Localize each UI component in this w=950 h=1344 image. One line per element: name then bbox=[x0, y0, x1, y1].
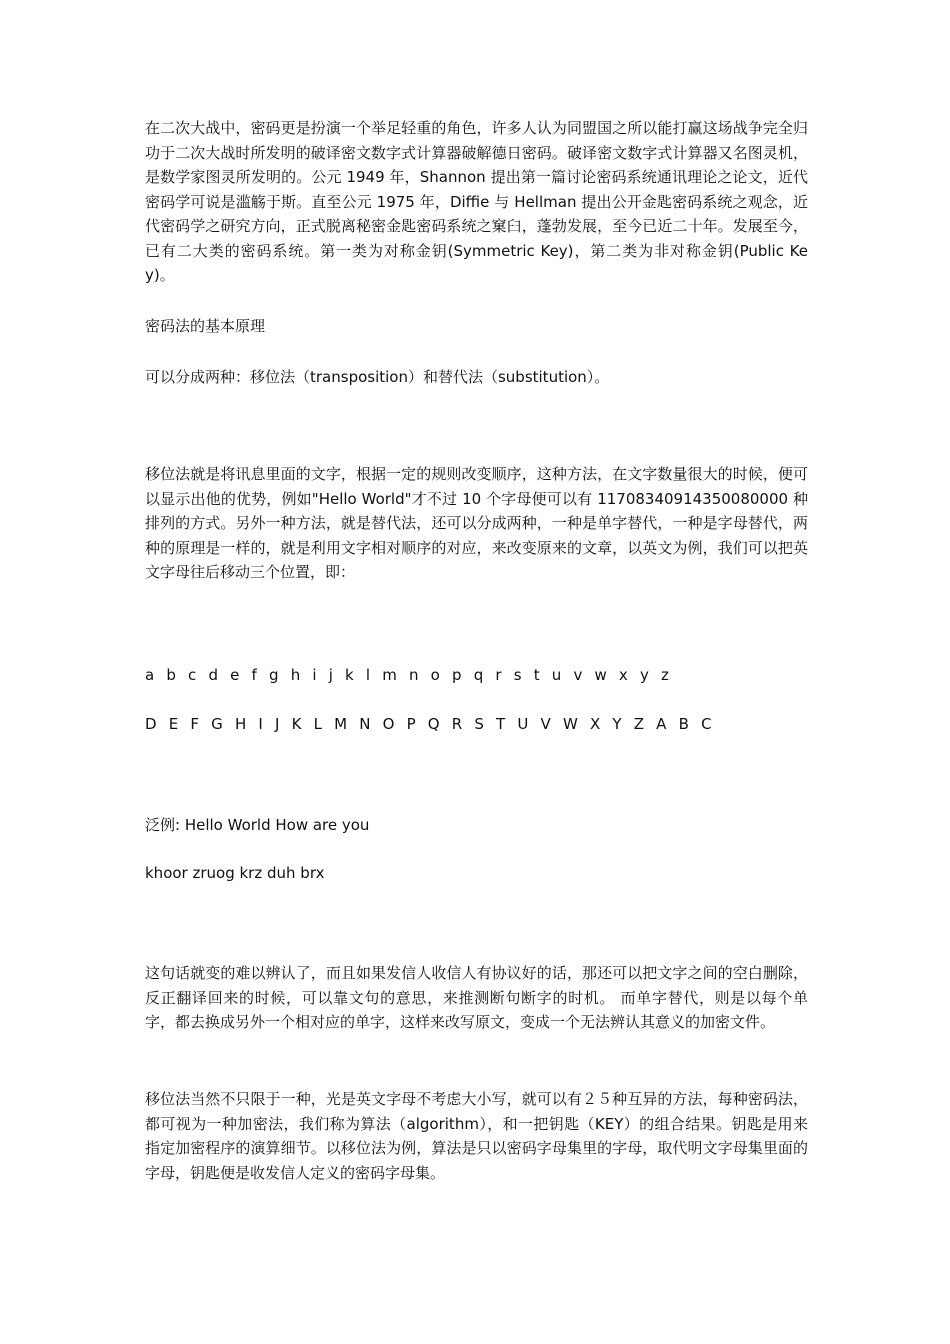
section-heading: 密码法的基本原理 bbox=[145, 317, 266, 335]
example-ciphertext: khoor zruog krz duh brx bbox=[145, 864, 325, 882]
transposition-paragraph: 移位法就是将讯息里面的文字，根据一定的规则改变顺序，这种方法，在文字数量很大的时候，便可以显示出他的优势，例如"Hello World"才不过 10 个字母便可以有 11708340914350080000 种排列的方式。另外一种方法，就是替代法，还可以分成两种，一种是单字替代，一种是字母替代，两种的原理是一样的，就是利用文字相对顺序的对应，来改变原来的文章，以英文为例，我们可以把英文字母往后移动三个位置，即： bbox=[145, 465, 808, 581]
example-plaintext: 泛例: Hello World How are you bbox=[145, 816, 370, 834]
cipher-alphabet: D E F G H I J K L M N O P Q R S T U V W X Y Z A B C bbox=[145, 715, 715, 733]
intro-paragraph: 在二次大战中，密码更是扮演一个举足轻重的角色，许多人认为同盟国之所以能打赢这场战争完全归功于二次大战时所发明的破译密文数字式计算器破解德日密码。破译密文数字式计算器又名图灵机，是数学家图灵所发明的。公元 1949 年，Shannon 提出第一篇讨论密码系统通讯理论之论文，近代密码学可说是滥觞于斯。直至公元 1975 年，Diffie 与 Hellman 提出公开金匙密码系统之观念，近代密码学之研究方向，正式脱离秘密金匙密码系统之窠臼，蓬勃发展，至今已近二十年。发展至今，已有二大类的密码系统。第一类为对称金钥(Symmetric Key)，第二类为非对称金钥(Public Key)。 bbox=[145, 119, 808, 284]
two-methods-paragraph: 可以分成两种：移位法（transposition）和替代法（substitution）。 bbox=[145, 368, 610, 386]
explanation-paragraph: 这句话就变的难以辨认了，而且如果发信人收信人有协议好的话，那还可以把文字之间的空白删除，反正翻译回来的时候，可以靠文句的意思，来推测断句断字的时机。 而单字替代，则是以每个单字，都去换成另外一个相对应的单字，这样来改写原文，变成一个无法辨认其意义的加密文件。 bbox=[145, 964, 808, 1031]
plain-alphabet: a b c d e f g h i j k l m n o p q r s t u v w x y z bbox=[145, 666, 673, 684]
algorithm-paragraph: 移位法当然不只限于一种，光是英文字母不考虑大小写，就可以有２５种互异的方法，每种密码法，都可视为一种加密法，我们称为算法（algorithm），和一把钥匙（KEY）的组合结果。钥匙是用来指定加密程序的演算细节。以移位法为例，算法是只以密码字母集里的字母，取代明文字母集里面的字母，钥匙便是收发信人定义的密码字母集。 bbox=[145, 1090, 808, 1182]
